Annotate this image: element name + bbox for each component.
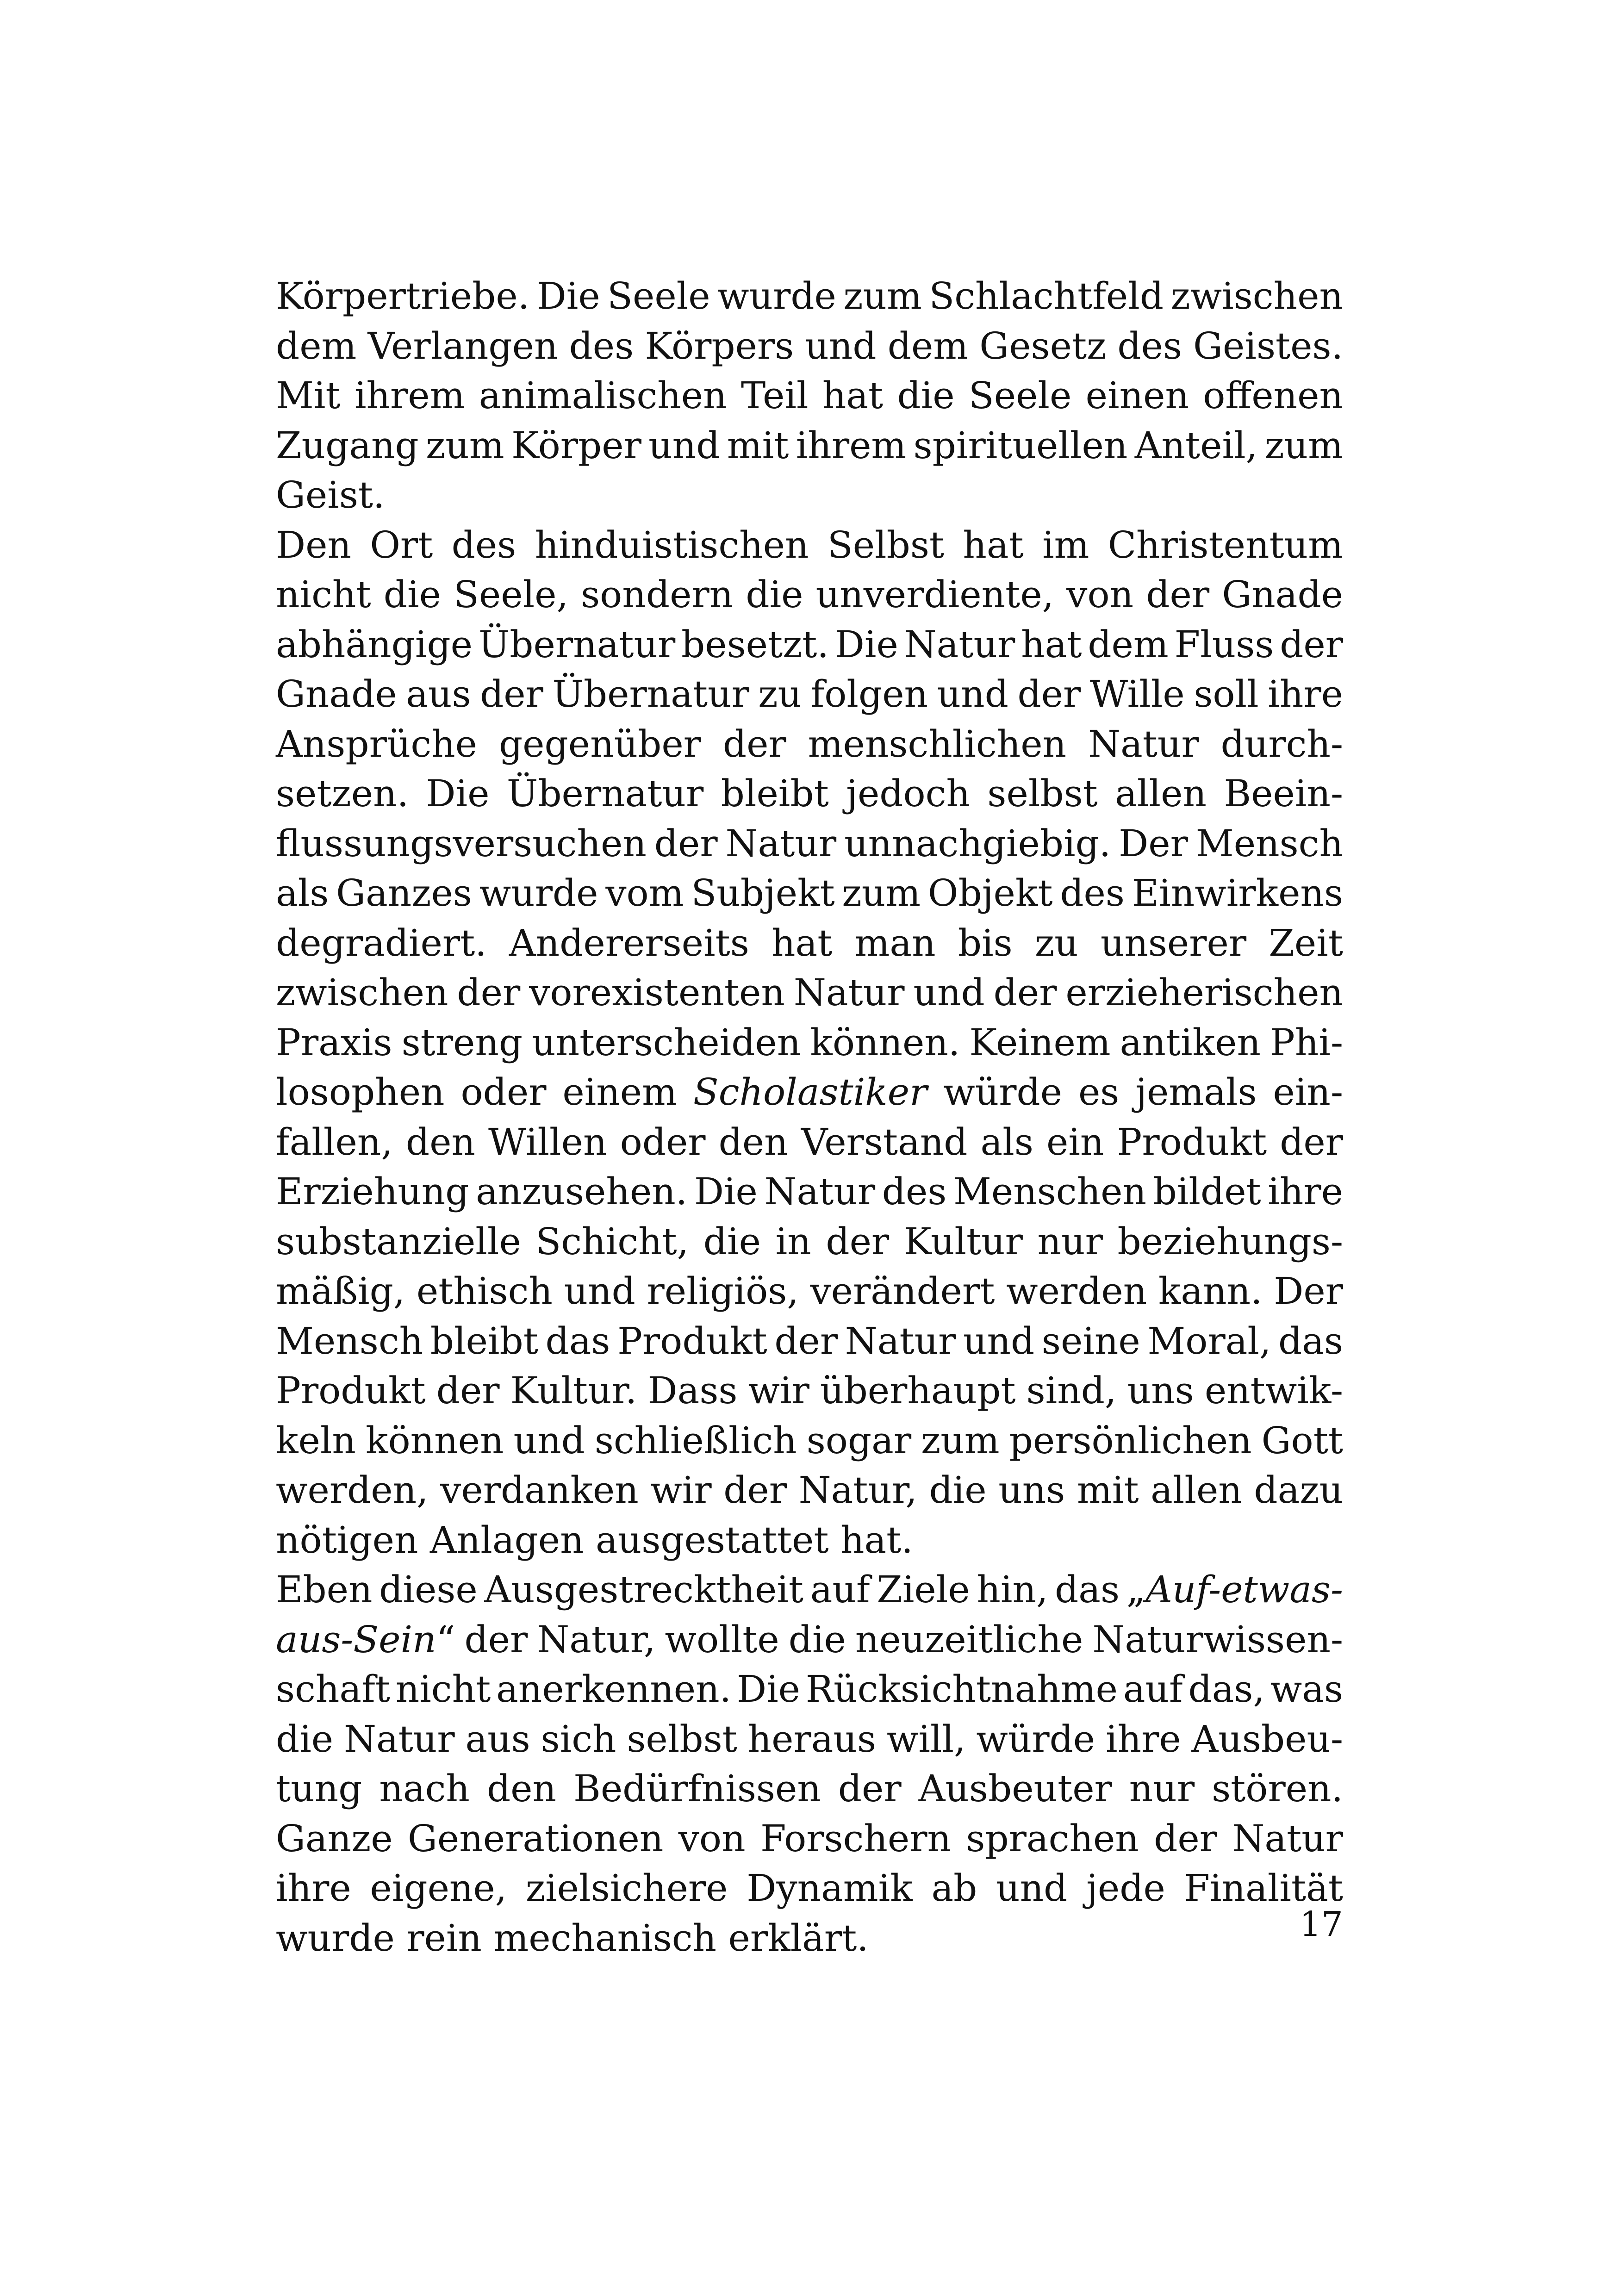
text-line: wurde rein mechanisch erklärt. [276, 1916, 869, 1960]
text-line: Mit ihrem animalischen Teil hat die Seele einen offenen [276, 374, 1343, 417]
text-line: zwischen der vorexistenten Natur und der erzieherischen [276, 971, 1343, 1014]
text-line: ihre eigene, zielsichere Dynamik ab und jede Finalität [276, 1867, 1343, 1910]
text-line: Erziehung anzusehen. Die Natur des Menschen bildet ihre [276, 1170, 1343, 1213]
text-line: schaft nicht anerkennen. Die Rücksichtnahme auf das, was [276, 1668, 1343, 1711]
text-line: Ganze Generationen von Forschern sprachen der Natur [276, 1817, 1343, 1860]
text-line: abhängige Übernatur besetzt. Die Natur hat dem Fluss der [276, 622, 1343, 666]
body-text [276, 271, 1343, 1963]
text-line: nötigen Anlagen ausgestattet hat. [276, 1518, 913, 1562]
text-line: Zugang zum Körper und mit ihrem spirituellen Anteil, zum [276, 423, 1343, 467]
text-line: mäßig, ethisch und religiös, verändert werden kann. Der [276, 1269, 1343, 1313]
text-line: Ansprüche gegenüber der menschlichen Natur durch- [276, 722, 1343, 765]
text-line: keln können und schließlich sogar zum persönlichen Gott [276, 1419, 1343, 1462]
text-line: dem Verlangen des Körpers und dem Gesetz des Geistes. [276, 324, 1343, 367]
text-line [276, 1565, 1343, 1615]
text-line: Den Ort des hinduistischen Selbst hat im Christentum [276, 523, 1343, 566]
text-segment: würde es jemals ein- [927, 1070, 1343, 1114]
text-line: Mensch bleibt das Produkt der Natur und seine Moral, das [276, 1319, 1343, 1363]
text-line: die Natur aus sich selbst heraus will, würde ihre Ausbeu- [276, 1717, 1343, 1761]
text-line [276, 1615, 1343, 1665]
italic-term: Scholastiker [693, 1070, 927, 1114]
italic-term: aus-Sein [276, 1618, 436, 1661]
text-line: Praxis streng unterscheiden können. Keinem antiken Phi- [276, 1020, 1343, 1064]
text-segment: “ der Natur, wollte die neuzeitliche Naturwissen- [436, 1618, 1343, 1661]
text-line: Geist. [276, 473, 385, 516]
italic-term: Auf-etwas- [1145, 1568, 1343, 1611]
text-line: substanzielle Schicht, die in der Kultur nur beziehungs- [276, 1220, 1343, 1263]
text-line: werden, verdanken wir der Natur, die uns mit allen dazu [276, 1468, 1343, 1512]
text-segment: Eben diese Ausgestrecktheit auf Ziele hin, das „ [276, 1568, 1146, 1611]
text-line: Körpertriebe. Die Seele wurde zum Schlachtfeld zwischen [276, 274, 1343, 317]
text-line: Produkt der Kultur. Dass wir überhaupt sind, uns entwik- [276, 1369, 1343, 1412]
text-line: tung nach den Bedürfnissen der Ausbeuter nur stören. [276, 1767, 1343, 1810]
text-line: nicht die Seele, sondern die unverdiente, von der Gnade [276, 573, 1343, 616]
text-line [276, 1067, 1343, 1117]
text-segment: losophen oder einem [276, 1070, 693, 1114]
text-line: Gnade aus der Übernatur zu folgen und der Wille soll ihre [276, 672, 1343, 716]
text-line: als Ganzes wurde vom Subjekt zum Objekt des Einwirkens [276, 871, 1343, 915]
text-line: degradiert. Andererseits hat man bis zu unserer Zeit [276, 921, 1343, 964]
text-line: flussungsversuchen der Natur unnachgiebig. Der Mensch [276, 821, 1343, 865]
text-line: setzen. Die Übernatur bleibt jedoch selbst allen Beein- [276, 772, 1343, 815]
text-line: fallen, den Willen oder den Verstand als ein Produkt der [276, 1120, 1343, 1164]
page-number: 17 [1299, 1904, 1343, 1944]
